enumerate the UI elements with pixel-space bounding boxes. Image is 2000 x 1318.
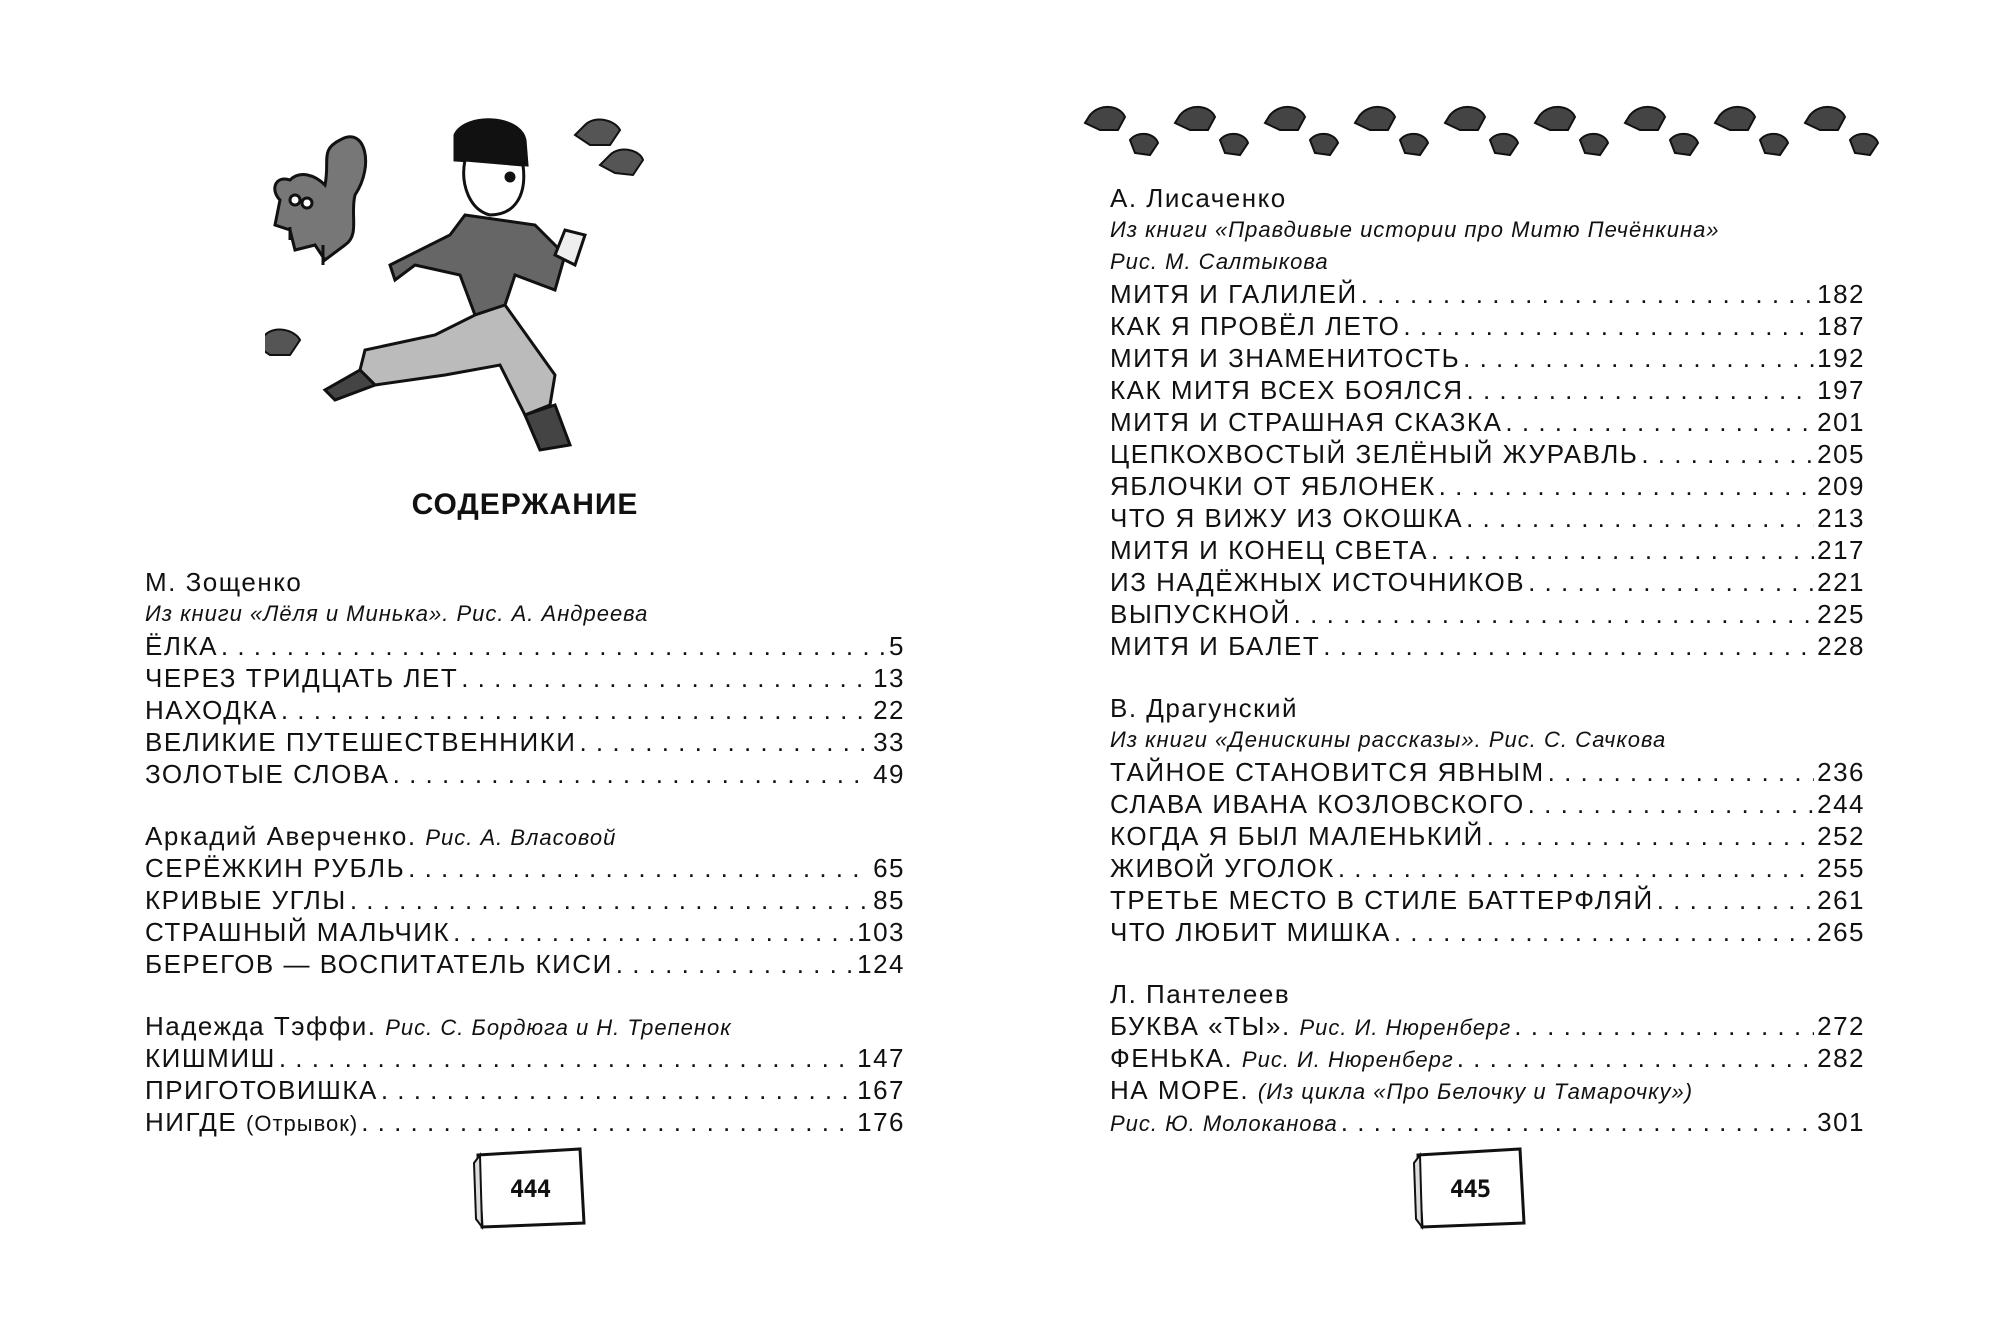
dot-leader (1361, 278, 1814, 310)
boy-running-illustration (265, 115, 705, 465)
entry-title: ВЫПУСКНОЙ (1110, 599, 1291, 629)
toc-entry[interactable] (145, 1106, 905, 1138)
entry-page: 13 (873, 663, 905, 693)
illustrator-credit: Рис. А. Власовой (425, 825, 617, 850)
entry-title: КОГДА Я БЫЛ МАЛЕНЬКИЙ (1110, 821, 1484, 851)
entry-title: МИТЯ И ГАЛИЛЕЙ (1110, 279, 1358, 309)
toc-entry[interactable] (1110, 630, 1865, 662)
dot-leader (453, 916, 854, 948)
page-number: 444 (509, 1175, 551, 1203)
entry-page: 103 (857, 917, 905, 947)
entry-title: ФЕНЬКА. (1110, 1043, 1234, 1073)
author-name: А. Лисаченко (1110, 183, 1287, 213)
bird-icon (1085, 107, 1878, 155)
toc-entry[interactable] (145, 758, 905, 790)
toc-entry[interactable] (1110, 406, 1865, 438)
toc-entry[interactable] (1110, 310, 1865, 342)
toc-entry[interactable] (1110, 566, 1865, 598)
dot-leader (1403, 310, 1814, 342)
dot-leader (1341, 1106, 1814, 1138)
entry-title: МИТЯ И КОНЕЦ СВЕТА (1110, 535, 1429, 565)
entry-page: 33 (873, 727, 905, 757)
dot-leader (461, 662, 870, 694)
dot-leader (1487, 820, 1814, 852)
toc-entry-line2[interactable] (1110, 1106, 1865, 1138)
toc-entry[interactable] (1110, 534, 1865, 566)
entry-page: 236 (1817, 757, 1865, 787)
bird-border-ornament (1080, 95, 1900, 170)
entry-title: ТАЙНОЕ СТАНОВИТСЯ ЯВНЫМ (1110, 757, 1545, 787)
dot-leader (1466, 502, 1814, 534)
entry-title: ЧТО ЛЮБИТ МИШКА (1110, 917, 1391, 947)
dot-leader (393, 758, 870, 790)
dot-leader (1505, 406, 1814, 438)
dot-leader (1528, 566, 1814, 598)
entry-page: 217 (1817, 535, 1865, 565)
entry-page: 221 (1817, 567, 1865, 597)
entry-title: ЖИВОЙ УГОЛОК (1110, 853, 1335, 883)
toc-left (145, 566, 905, 1138)
entry-page: 197 (1817, 375, 1865, 405)
entry-title: БУКВА «ТЫ». (1110, 1011, 1291, 1041)
dot-leader (1528, 788, 1814, 820)
entry-title: ЯБЛОЧКИ ОТ ЯБЛОНЕК (1110, 471, 1436, 501)
dot-leader (1514, 1010, 1814, 1042)
entry-title: КАК Я ПРОВЁЛ ЛЕТО (1110, 311, 1401, 341)
toc-entry[interactable] (145, 852, 905, 884)
author-name: М. Зощенко (145, 567, 303, 597)
entry-page: 228 (1817, 631, 1865, 661)
dot-leader (350, 884, 870, 916)
illustrator-credit: Рис. И. Нюренберг (1241, 1047, 1454, 1072)
entry-page: 282 (1817, 1043, 1865, 1073)
entry-title: НИГДЕ (145, 1107, 238, 1137)
toc-entry[interactable] (145, 1042, 905, 1074)
entry-title: ТРЕТЬЕ МЕСТО В СТИЛЕ БАТТЕРФЛЯЙ (1110, 885, 1654, 915)
toc-entry[interactable] (1110, 470, 1865, 502)
dot-leader (1641, 438, 1814, 470)
entry-page: 205 (1817, 439, 1865, 469)
illustrator-credit: Рис. С. Бордюга и Н. Трепенок (385, 1015, 732, 1040)
entry-page: 22 (873, 695, 905, 725)
toc-entry[interactable] (1110, 502, 1865, 534)
page-number-tag (470, 1145, 590, 1230)
entry-title: ЧЕРЕЗ ТРИДЦАТЬ ЛЕТ (145, 663, 459, 693)
dot-leader (1338, 852, 1814, 884)
toc-entry-line1[interactable] (1110, 1074, 1865, 1106)
section-gap (1110, 662, 1865, 692)
book-title: Из книги «Денискины рассказы». Рис. С. Сачкова (1110, 727, 1667, 752)
book-title: Из книги «Правдивые истории про Митю Печёнкина» (1110, 217, 1720, 242)
toc-entry[interactable] (145, 916, 905, 948)
toc-entry[interactable] (145, 662, 905, 694)
dot-leader (1467, 374, 1815, 406)
dot-leader (221, 630, 886, 662)
book-title: Из книги «Лёля и Минька». Рис. А. Андреева (145, 601, 649, 626)
page-title: СОДЕРЖАНИЕ (411, 488, 639, 521)
entry-page: 252 (1817, 821, 1865, 851)
toc-entry[interactable] (1110, 820, 1865, 852)
entry-page: 265 (1817, 917, 1865, 947)
entry-title: СЛАВА ИВАНА КОЗЛОВСКОГО (1110, 789, 1525, 819)
dot-leader (579, 726, 870, 758)
entry-page: 49 (873, 759, 905, 789)
entry-title: ВЕЛИКИЕ ПУТЕШЕСТВЕННИКИ (145, 727, 577, 757)
entry-page: 272 (1817, 1011, 1865, 1041)
toc-entry[interactable] (145, 694, 905, 726)
page-number-tag (1410, 1145, 1530, 1230)
illustrator-credit: Рис. Ю. Молоканова (1110, 1111, 1338, 1136)
entry-note: (Из цикла «Про Белочку и Тамарочку») (1257, 1079, 1694, 1104)
entry-title: КРИВЫЕ УГЛЫ (145, 885, 347, 915)
author-name: Аркадий Аверченко. (145, 821, 417, 851)
toc-entry[interactable] (1110, 342, 1865, 374)
toc-entry[interactable] (1110, 1042, 1865, 1074)
dot-leader (408, 852, 870, 884)
entry-title: ИЗ НАДЁЖНЫХ ИСТОЧНИКОВ (1110, 567, 1526, 597)
entry-page: 192 (1817, 343, 1865, 373)
cat-icon (275, 137, 366, 265)
toc-entry[interactable] (145, 948, 905, 980)
entry-page: 209 (1817, 471, 1865, 501)
toc-entry[interactable] (1110, 852, 1865, 884)
dot-leader (279, 1042, 854, 1074)
entry-page: 124 (857, 949, 905, 979)
entry-title: НА МОРЕ. (1110, 1075, 1250, 1105)
toc-right (1110, 182, 1865, 1138)
dot-leader (1457, 1042, 1814, 1074)
entry-title: КИШМИШ (145, 1043, 276, 1073)
dot-leader (1657, 884, 1814, 916)
illustrator-credit: Рис. И. Нюренберг (1299, 1015, 1512, 1040)
entry-title: БЕРЕГОВ — ВОСПИТАТЕЛЬ КИСИ (145, 949, 613, 979)
toc-entry[interactable] (1110, 598, 1865, 630)
entry-page: 261 (1817, 885, 1865, 915)
illustrator-credit: Рис. М. Салтыкова (1110, 249, 1329, 274)
author-name: В. Драгунский (1110, 693, 1299, 723)
entry-page: 167 (857, 1075, 905, 1105)
entry-title: МИТЯ И ЗНАМЕНИТОСТЬ (1110, 343, 1461, 373)
toc-entry[interactable] (145, 630, 905, 662)
dot-leader (1431, 534, 1814, 566)
entry-title: ПРИГОТОВИШКА (145, 1075, 378, 1105)
toc-entry[interactable] (1110, 438, 1865, 470)
entry-title: ЦЕПКОХВОСТЫЙ ЗЕЛЁНЫЙ ЖУРАВЛЬ (1110, 439, 1639, 469)
entry-page: 187 (1817, 311, 1865, 341)
entry-title: ЁЛКА (145, 631, 218, 661)
toc-entry[interactable] (1110, 278, 1865, 310)
entry-page: 301 (1817, 1107, 1865, 1137)
section-gap (145, 790, 905, 820)
toc-entry[interactable] (1110, 916, 1865, 948)
author-name: Л. Пантелеев (1110, 979, 1291, 1009)
entry-title: МИТЯ И БАЛЕТ (1110, 631, 1321, 661)
entry-note: (Отрывок) (246, 1111, 359, 1136)
entry-page: 5 (889, 631, 905, 661)
entry-title: ЗОЛОТЫЕ СЛОВА (145, 759, 390, 789)
toc-entry[interactable] (1110, 788, 1865, 820)
entry-title: ЧТО Я ВИЖУ ИЗ ОКОШКА (1110, 503, 1464, 533)
dot-leader (616, 948, 854, 980)
entry-page: 147 (857, 1043, 905, 1073)
dot-leader (1323, 630, 1814, 662)
entry-page: 85 (873, 885, 905, 915)
toc-entry[interactable] (1110, 884, 1865, 916)
page-number: 445 (1449, 1175, 1491, 1203)
toc-entry[interactable] (1110, 374, 1865, 406)
section-gap (145, 980, 905, 1010)
entry-page: 255 (1817, 853, 1865, 883)
entry-page: 182 (1817, 279, 1865, 309)
entry-page: 65 (873, 853, 905, 883)
toc-entry[interactable] (1110, 1010, 1865, 1042)
toc-entry[interactable] (1110, 756, 1865, 788)
dot-leader (1439, 470, 1814, 502)
dot-leader (1463, 342, 1814, 374)
entry-page: 244 (1817, 789, 1865, 819)
section-gap (1110, 948, 1865, 978)
dot-leader (1394, 916, 1814, 948)
entry-title: КАК МИТЯ ВСЕХ БОЯЛСЯ (1110, 375, 1464, 405)
entry-page: 176 (857, 1107, 905, 1137)
entry-page: 201 (1817, 407, 1865, 437)
dot-leader (361, 1106, 854, 1138)
author-line (145, 820, 905, 852)
entry-title: НАХОДКА (145, 695, 278, 725)
author-name: Надежда Тэффи. (145, 1011, 377, 1041)
dot-leader (381, 1074, 854, 1106)
dot-leader (1294, 598, 1814, 630)
entry-title: СЕРЁЖКИН РУБЛЬ (145, 853, 406, 883)
dot-leader (281, 694, 870, 726)
toc-entry[interactable] (145, 884, 905, 916)
entry-page: 213 (1817, 503, 1865, 533)
entry-title: СТРАШНЫЙ МАЛЬЧИК (145, 917, 451, 947)
toc-entry[interactable] (145, 726, 905, 758)
author-line (145, 1010, 905, 1042)
entry-title: МИТЯ И СТРАШНАЯ СКАЗКА (1110, 407, 1503, 437)
right-page (1000, 0, 2000, 1318)
entry-page: 225 (1817, 599, 1865, 629)
dot-leader (1548, 756, 1814, 788)
toc-entry[interactable] (145, 1074, 905, 1106)
